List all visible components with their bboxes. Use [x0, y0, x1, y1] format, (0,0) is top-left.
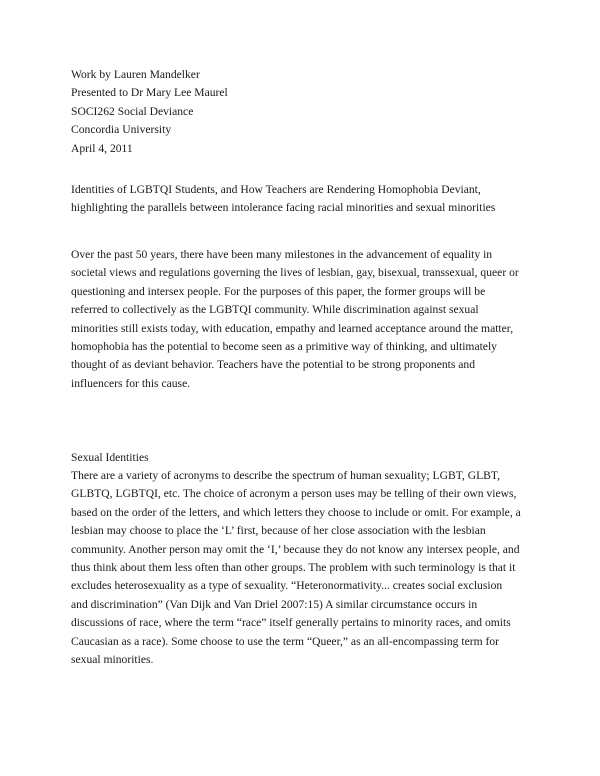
paragraph-line: community. Another person may omit the ‘I,’ because they do not know any intersex people, and — [71, 542, 520, 556]
paragraph-line: excludes heterosexuality as a type of sexuality. “Heteronormativity... creates social exclusion — [71, 579, 503, 593]
paragraph-line: lesbian may choose to place the ‘L’ first, because of her close association with the lesbian — [71, 524, 486, 538]
paragraph-line: Over the past 50 years, there have been many milestones in the advancement of equality in — [71, 248, 493, 261]
paragraph-line: referred to collectively as the LGBTQI community. While discrimination against sexual — [71, 303, 479, 317]
intro-paragraph — [71, 246, 541, 393]
paragraph-line: thought of as deviant behavior. Teachers have the potential to be strong proponents and — [71, 358, 476, 372]
paragraph-line: thus think about them less often than other groups. The problem with such terminology is that it — [71, 561, 516, 575]
section-heading-text: Sexual Identities — [71, 451, 149, 464]
paragraph-line: questioning and intersex people. For the purposes of this paper, the former groups will be — [71, 284, 486, 298]
presented-to-line: Presented to Dr Mary Lee Maurel — [71, 86, 228, 100]
course-line: SOCI262 Social Deviance — [71, 104, 194, 118]
paragraph-line: and discrimination” (Van Dijk and Van Driel 2007:15) A similar circumstance occurs in — [71, 597, 478, 611]
paper-title — [71, 181, 541, 218]
paragraph-line: sexual minorities. — [71, 653, 154, 667]
date-line: April 4, 2011 — [71, 141, 133, 155]
paragraph-line: minorities still exists today, with education, empathy and learned acceptance around the matter, — [71, 321, 514, 335]
paragraph-line: GLBTQ, LGBTQI, etc. The choice of acronym a person uses may be telling of their own views, — [71, 487, 517, 501]
title-line: highlighting the parallels between intolerance facing racial minorities and sexual minorities — [71, 201, 496, 215]
university-line: Concordia University — [71, 123, 172, 137]
paragraph-line: homophobia has the potential to become seen as a primitive way of thinking, and ultimately — [71, 340, 497, 354]
paragraph-line: discussions of race, where the term “race” itself generally pertains to minority races, and omits — [71, 616, 511, 630]
author-line: Work by Lauren Mandelker — [71, 68, 200, 81]
paragraph-line: There are a variety of acronyms to describe the spectrum of human sexuality; LGBT, GLBT, — [71, 469, 501, 482]
paragraph-line: Caucasian as a race). Some choose to use the term “Queer,” as an all-encompassing term for — [71, 634, 500, 648]
paragraph-line: based on the order of the letters, and which letters they choose to include or omit. For example, a — [71, 505, 521, 519]
paragraph-line: influencers for this cause. — [71, 376, 191, 390]
title-line: Identities of LGBTQI Students, and How Teachers are Rendering Homophobia Deviant, — [71, 183, 481, 196]
section-paragraph — [71, 467, 541, 669]
paragraph-line: societal views and regulations governing the lives of lesbian, gay, bisexual, transsexual, queer or — [71, 266, 519, 280]
section-heading — [71, 449, 541, 467]
header-info — [71, 66, 541, 158]
